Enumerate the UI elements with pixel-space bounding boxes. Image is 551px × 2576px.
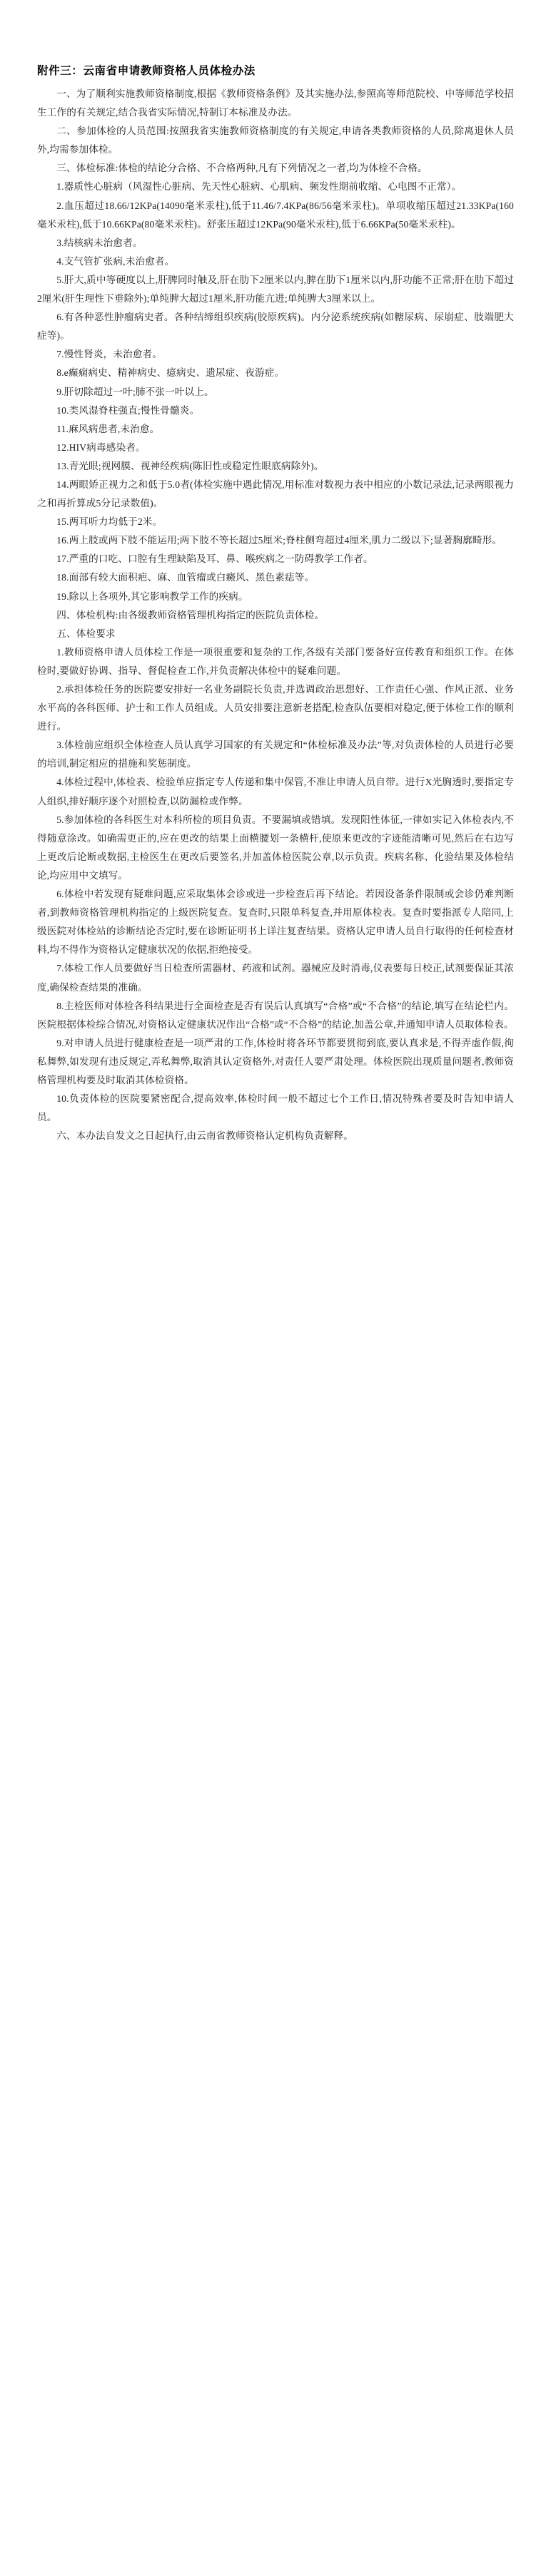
document-paragraph: 四、体检机构:由各级教师资格管理机构指定的医院负责体检。 <box>56 609 325 620</box>
document-paragraph: 9.对申请人员进行健康检查是一项严肃的工作,体检时将各环节都要贯彻到底,要认真求是,不得弄虚作假,徇私舞弊,如发现有违反规定,弄私舞弊,取消其认定资格外,对责任人要严肃处理。体检医院出现质量问题者,教师资格管理机构要及时取消其体检资格。 <box>37 1037 514 1085</box>
document-paragraph: 9.肝切除超过一叶;肺不张一叶以上。 <box>56 386 214 397</box>
document-paragraph: 五、体检要求 <box>56 628 116 639</box>
document-paragraph: 7.慢性肾炎，未治愈者。 <box>56 349 163 360</box>
document-paragraph: 17.严重的口吃、口腔有生理缺陷及耳、鼻、喉疾病之一防碍教学工作者。 <box>56 553 373 565</box>
document-paragraph: 2.血压超过18.66/12KPa(14090毫米汞柱),低于11.46/7.4KPa(86/56毫米汞柱)。单项收缩压超过21.33KPa(160毫米汞柱),低于10.66KPa(80毫米汞柱)。舒张压超过12KPa(90毫米汞柱),低于6.66KPa(50毫米汞柱)。 <box>37 200 514 230</box>
document-paragraph: 10.类风湿脊柱强直;慢性骨髓炎。 <box>56 404 200 416</box>
document-paragraph: 8.e癫痫病史、精神病史、癔病史、遗尿症、夜游症。 <box>56 367 285 379</box>
document-paragraph: 12.HIV病毒感染者。 <box>56 441 146 453</box>
document-paragraph: 一、为了顺利实施教师资格制度,根据《教师资格条例》及其实施办法,参照高等师范院校、中等师范学校招生工作的有关规定,结合我省实际情况,特制订本标准及办法。 <box>37 88 514 118</box>
document-paragraph: 6.有各种恶性肿瘤病史者。各种结缔组织疾病(胶原疾病)。内分泌系统疾病(如糖尿病、尿崩症、肢端肥大症等)。 <box>37 312 514 342</box>
document-paragraph: 3.体检前应组织全体检查人员认真学习国家的有关规定和“体检标准及办法”等,对负责体检的人员进行必要的培训,制定相应的措施和奖惩制度。 <box>37 740 514 770</box>
document-paragraph: 15.两耳听力均低于2米。 <box>56 516 163 528</box>
page-title: 附件三：云南省申请教师资格人员体检办法 <box>37 65 256 77</box>
document-paragraph: 7.体检工作人员要做好当日检查所需器材、药液和试剂。器械应及时消毒,仪表要每日校正,试剂要保证其浓度,确保检查结果的准确。 <box>37 963 514 993</box>
document-paragraph: 2.承担体检任务的医院要安排好一名业务副院长负责,并选调政治思想好、工作责任心强、作风正派、业务水平高的各科医师、护士和工作人员组成。人员安排要注意新老搭配,检查队伍要相对稳定,便于体检工作的顺利进行。 <box>37 684 514 732</box>
document-paragraph: 19.除以上各项外,其它影响教学工作的疾病。 <box>56 591 248 602</box>
document-paragraph: 8.主检医师对体检各科结果进行全面检查是否有误后认真填写“合格”或“不合格”的结论,填写在结论栏内。医院根据体检综合情况,对资格认定健康状况作出“合格”或“不合格”的结论,加盖公章,并通知申请人员取体检表。 <box>37 1000 514 1030</box>
document-paragraph: 11.麻风病患者,未治愈。 <box>56 423 160 434</box>
document-paragraph: 三、体检标准:体检的结论分合格、不合格两种,凡有下列情况之一者,均为体检不合格。 <box>56 163 428 174</box>
document-paragraph: 3.结核病未治愈者。 <box>56 237 143 248</box>
document-paragraph: 六、本办法自发文之日起执行,由云南省教师资格认定机构负责解释。 <box>56 1130 354 1142</box>
document-paragraph: 18.面部有较大面积疤、麻、血管瘤或白癜风、黑色素痣等。 <box>56 572 315 583</box>
document-paragraph: 13.青光眼;视网膜、视神经疾病(陈旧性或稳定性眼底病除外)。 <box>56 460 324 471</box>
document-paragraph: 二、参加体检的人员范围:按照我省实施教师资格制度的有关规定,申请各类教师资格的人员,除离退休人员外,均需参加体检。 <box>37 126 514 155</box>
document-paragraph: 6.体检中若发现有疑难问题,应采取集体会诊或进一步检查后再下结论。若因设备条件限制或会诊仍难判断者,到教师资格管理机构指定的上级医院复查。复查时,只限单科复查,并用原体检表。复查时要指派专人陪同,上级医院对体检站的诊断结论否定时,要在诊断证明书上详注复查结果。资格认定申请人员自行取得的任何检查材料,均不得作为资格认定健康状况的依据,拒绝接受。 <box>37 889 514 956</box>
document-paragraph: 16.两上肢或两下肢不能运用;两下肢不等长超过5厘米;脊柱侧弯超过4厘米,肌力二级以下;显著胸廓畸形。 <box>56 535 502 546</box>
document-paragraph: 4.体检过程中,体检表、检验单应指定专人传递和集中保管,不准让申请人员自带。进行X光胸透时,要指定专人组织,排好顺序逐个对照检查,以防漏检或作弊。 <box>37 777 514 807</box>
document-paragraph: 5.肝大,质中等硬度以上,肝脾同时触及,肝在肋下2厘米以内,脾在肋下1厘米以内,肝功能不正常;肝在肋下超过2厘米(肝生理性下垂除外);单纯脾大超过1厘米,肝功能亢进;单纯脾大3厘米以上。 <box>37 274 514 305</box>
document-paragraph: 1.器质性心脏病（风湿性心脏病、先天性心脏病、心肌病、频发性期前收缩、心电图不正常）。 <box>56 181 462 193</box>
document-paragraph: 1.教师资格申请人员体检工作是一项很重要和复杂的工作,各级有关部门要备好宣传教育和组织工作。在体检时,要做好协调、指导、督促检查工作,并负责解决体检中的疑难问题。 <box>37 646 514 676</box>
document-body <box>37 85 514 1145</box>
document-paragraph: 10.负责体检的医院要紧密配合,提高效率,体检时间一般不超过七个工作日,情况特殊者要及时告知申请人员。 <box>37 1093 514 1123</box>
document-paragraph: 14.两眼矫正视力之和低于5.0者(体检实施中遇此情况,用标准对数视力表中相应的小数记录法,记录两眼视力之和再折算成5分记录数值)。 <box>37 479 514 509</box>
document-paragraph: 4.支气管扩张病,未治愈者。 <box>56 255 175 267</box>
document-paragraph: 5.参加体检的各科医生对本科所检的项目负责。不要漏填或错填。发现阳性体征,一律如实记入体检表内,不得随意涂改。如确需更正的,应在更改的结果上面横腰划一条横杆,使原来更改的字迹能清晰可见,然后在右边写上更改后论断或数据,主检医生在更改后要签名,并加盖体检医院公章,以示负责。疾病名称、化验结果及体检结论,均应用中文填写。 <box>37 814 514 881</box>
